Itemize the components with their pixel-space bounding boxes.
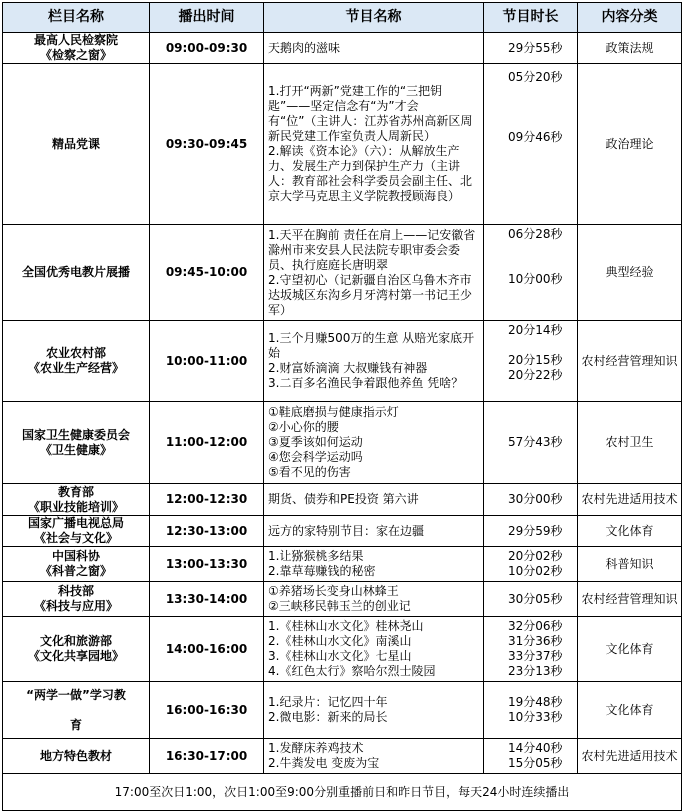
column-subtitle: 《职业技能培训》 (27, 499, 124, 514)
column-name-cell (3, 484, 150, 516)
category: 文化体育 (578, 516, 682, 547)
program-item: ⑤看不见的伤害 (268, 465, 351, 479)
category: 农村先进适用技术 (578, 739, 682, 774)
duration: 20分14秒 (508, 323, 563, 337)
program-item: ①养猪场长变身山林蜂王 (268, 584, 399, 598)
duration-cell (484, 33, 578, 64)
program-item: 2.微电影：新来的局长 (268, 710, 388, 724)
duration: 20分22秒 (508, 368, 563, 382)
column-name-cell (3, 547, 150, 582)
category: 文化体育 (578, 617, 682, 682)
category: 政治理论 (578, 64, 682, 225)
footer-row (3, 774, 682, 811)
program-item: 2.《桂林山水文化》南溪山 (268, 634, 412, 648)
program-cell (264, 225, 484, 321)
air-time: 13:30-14:00 (150, 582, 264, 617)
air-time: 12:30-13:00 (150, 516, 264, 547)
duration: 15分05秒 (508, 756, 563, 770)
column-subtitle: 《检察之窗》 (39, 48, 112, 62)
air-time: 13:00-13:30 (150, 547, 264, 582)
category: 农村经营管理知识 (578, 582, 682, 617)
program-item: ④您会科学运动吗 (268, 450, 363, 464)
air-time: 09:30-09:45 (150, 64, 264, 225)
column-name-cell (3, 33, 150, 64)
program-item: 3.二百多名渔民争着跟他养鱼 凭啥？ (268, 376, 464, 390)
spacer (5, 703, 147, 718)
schedule-table (2, 2, 682, 811)
header-column-name: 栏目名称 (3, 3, 150, 33)
program-item: 4.《红色太行》察哈尔烈士陵园 (268, 664, 436, 678)
duration: 33分37秒 (508, 649, 563, 663)
air-time: 16:00-16:30 (150, 682, 264, 739)
air-time: 14:00-16:00 (150, 617, 264, 682)
column-subtitle: 《科技与应用》 (33, 599, 118, 613)
spacer (508, 338, 577, 353)
duration: 29分59秒 (508, 523, 563, 538)
column-name-cell (3, 402, 150, 484)
program-item: 1.天平在胸前 责任在肩上——记安徽省滁州市来安县人民法院专职审委会委员、执行庭庭长唐明翠 (268, 227, 476, 272)
table-row (3, 33, 682, 64)
duration: 05分20秒 (508, 70, 563, 84)
column-subtitle: 《文化共享园地》 (27, 649, 124, 663)
column-name-cell (3, 682, 150, 739)
column-name-cell (3, 516, 150, 547)
program-item: ③夏季该如何运动 (268, 435, 363, 449)
column-name: 文化和旅游部 (39, 634, 112, 648)
program-cell (264, 682, 484, 739)
category: 文化体育 (578, 682, 682, 739)
category: 典型经验 (578, 225, 682, 321)
column-name: 精品党课 (51, 136, 100, 151)
table-row (3, 225, 682, 321)
column-name-continued: 育 (69, 717, 82, 732)
table-row (3, 484, 682, 516)
table-row (3, 682, 682, 739)
duration-cell (484, 547, 578, 582)
duration: 31分36秒 (508, 634, 563, 648)
column-name-cell (3, 64, 150, 225)
header-category: 内容分类 (578, 3, 682, 33)
column-name: 国家卫生健康委员会 (21, 427, 130, 442)
spacer (508, 115, 577, 130)
program-cell (264, 582, 484, 617)
category: 农村先进适用技术 (578, 484, 682, 516)
duration-cell (484, 484, 578, 516)
column-name: 中国科协 (51, 549, 100, 563)
header-air-time: 播出时间 (150, 3, 264, 33)
duration: 19分48秒 (508, 695, 563, 709)
duration: 10分33秒 (508, 710, 563, 724)
duration-cell (484, 617, 578, 682)
program-item: 1.纪录片：记忆四十年 (268, 695, 388, 709)
spacer (508, 100, 577, 115)
column-name: 地方特色教材 (39, 748, 112, 763)
program-item: 2.靠草莓赚钱的秘密 (268, 564, 376, 578)
duration: 09分46秒 (508, 130, 563, 144)
duration: 06分28秒 (508, 227, 563, 241)
program-item: 1.打开“两新”党建工作的“三把钥匙”——坚定信念有“为”才会有“位”（主讲人：江苏省苏州高新区周新民党建工作室负责人周新民） (268, 84, 473, 143)
program-item: 远方的家特别节目：家在边疆 (268, 523, 425, 538)
program-cell (264, 321, 484, 402)
table-row (3, 582, 682, 617)
program-item: ①鞋底磨损与健康指示灯 (268, 405, 399, 419)
header-duration: 节目时长 (484, 3, 578, 33)
duration-cell (484, 64, 578, 225)
column-subtitle: 《科普之窗》 (39, 564, 112, 578)
program-item: 天鹅肉的滋味 (268, 40, 341, 55)
air-time: 09:00-09:30 (150, 33, 264, 64)
table-row (3, 64, 682, 225)
program-item: 期货、债券和PE投资 第六讲 (268, 492, 419, 506)
program-cell (264, 33, 484, 64)
program-item: 1.发酵床养鸡技术 (268, 741, 364, 755)
table-row (3, 516, 682, 547)
duration-cell (484, 682, 578, 739)
column-name-cell (3, 225, 150, 321)
category: 农村经营管理知识 (578, 321, 682, 402)
duration: 30分00秒 (508, 492, 563, 506)
category: 农村卫生 (578, 402, 682, 484)
table-row (3, 739, 682, 774)
spacer (508, 242, 577, 257)
category: 科普知识 (578, 547, 682, 582)
column-name-cell (3, 617, 150, 682)
column-name: 科技部 (57, 584, 94, 598)
duration-cell (484, 739, 578, 774)
duration-cell (484, 225, 578, 321)
air-time: 09:45-10:00 (150, 225, 264, 321)
table-row (3, 547, 682, 582)
duration-cell (484, 321, 578, 402)
program-item: 2.财富娇滴滴 大叔赚钱有神器 (268, 361, 428, 375)
duration-cell (484, 402, 578, 484)
table-row (3, 402, 682, 484)
duration: 30分05秒 (508, 591, 563, 606)
duration: 29分55秒 (508, 40, 563, 55)
column-subtitle: 《卫生健康》 (39, 442, 112, 457)
column-name: 全国优秀电教片展播 (21, 265, 130, 279)
air-time: 11:00-12:00 (150, 402, 264, 484)
air-time: 12:00-12:30 (150, 484, 264, 516)
air-time: 16:30-17:00 (150, 739, 264, 774)
program-item: 1.让猕猴桃多结果 (268, 549, 364, 563)
column-subtitle: 《社会与文化》 (33, 531, 118, 545)
column-name: 国家广播电视总局 (27, 516, 124, 530)
program-cell (264, 484, 484, 516)
program-cell (264, 547, 484, 582)
program-item: 2.守望初心（记新疆自治区乌鲁木齐市达坂城区东沟乡月牙湾村第一书记王少军） (268, 272, 473, 317)
column-subtitle: 《农业生产经营》 (27, 361, 124, 375)
program-cell (264, 617, 484, 682)
column-name: 教育部 (57, 484, 94, 499)
program-item: 1.三个月赚500万的生意 从赔光家底开始 (268, 331, 475, 360)
category: 政策法规 (578, 33, 682, 64)
table-row (3, 617, 682, 682)
duration: 14分40秒 (508, 741, 563, 755)
program-cell (264, 739, 484, 774)
duration: 57分43秒 (508, 435, 563, 449)
air-time: 10:00-11:00 (150, 321, 264, 402)
column-name: “两学一做”学习教 (26, 687, 126, 702)
program-cell (264, 516, 484, 547)
duration: 10分02秒 (508, 564, 563, 578)
spacer (508, 85, 577, 100)
column-name-cell (3, 582, 150, 617)
duration: 20分15秒 (508, 353, 563, 367)
program-cell (264, 64, 484, 225)
duration: 23分13秒 (508, 664, 563, 678)
spacer (508, 257, 577, 272)
program-item: 2.解读《资本论》（六）：从解放生产力、发展生产力到保护生产力（主讲人：教育部社会科学委员会副主任、北京大学马克思主义学院教授顾海良） (268, 144, 473, 203)
program-item: ②三峡移民韩玉兰的创业记 (268, 599, 411, 613)
rebroadcast-note: 17:00至次日1:00，次日1:00至9:00分别重播前日和昨日节目，每天24小时连续播出 (3, 774, 682, 811)
column-name: 农业农村部 (45, 346, 106, 360)
duration-cell (484, 582, 578, 617)
column-name: 最高人民检察院 (33, 33, 118, 47)
duration: 10分00秒 (508, 272, 563, 286)
program-item: 2.牛粪发电 变废为宝 (268, 756, 380, 770)
table-row (3, 321, 682, 402)
duration: 32分06秒 (508, 619, 563, 633)
duration: 20分02秒 (508, 549, 563, 563)
program-cell (264, 402, 484, 484)
header-program-name: 节目名称 (264, 3, 484, 33)
column-name-cell (3, 739, 150, 774)
header-row (3, 3, 682, 33)
program-item: 1.《桂林山水文化》桂林尧山 (268, 619, 424, 633)
program-item: ②小心你的腰 (268, 420, 339, 434)
duration-cell (484, 516, 578, 547)
program-item: 3.《桂林山水文化》七星山 (268, 649, 412, 663)
column-name-cell (3, 321, 150, 402)
